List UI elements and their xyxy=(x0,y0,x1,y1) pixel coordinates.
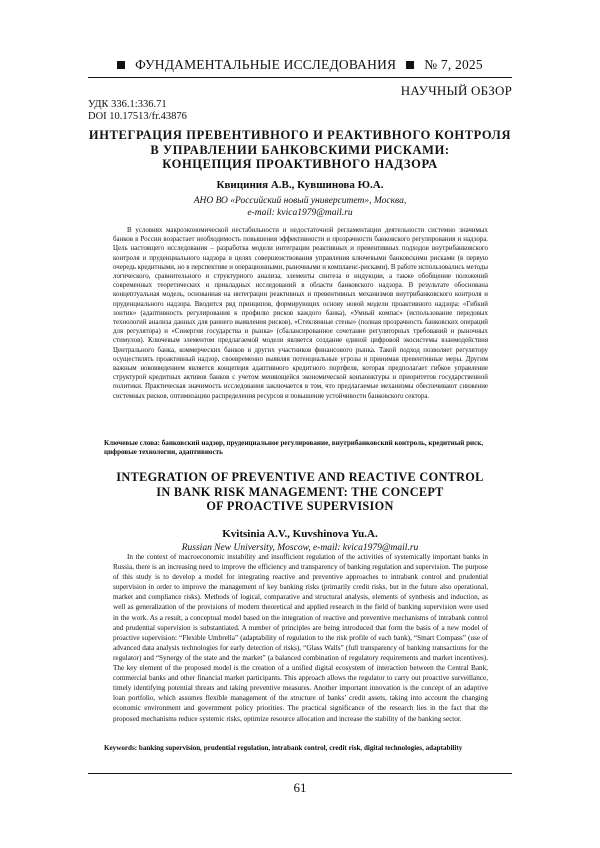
square-bullet-icon xyxy=(117,61,125,69)
affiliation-ru-line: АНО ВО «Российский новый университет», Москва, xyxy=(193,196,407,206)
title-en-line: INTEGRATION OF PREVENTIVE AND REACTIVE CONTROL xyxy=(116,470,484,484)
abstract-ru-text: В условиях макроэкономической нестабильности и недостаточной регламентации деятельности системно значимых банков в России возрастает необходимость повышения эффективности и прозрачности банковского регулирования и надзора. Цель настоящего исследования – разработка модели интеграции реактивных и превентивных подходов внутрибанковского контроля и пруденциального надзора в целях совершенствования управления ключевыми банковскими рисками (в первую очередь кредитными, но в перспективе и операционными, рыночными и комплаенс-рисками). В работе использовались методы логического, сравнительного и структурного анализа, элементы синтеза и индукции, а также обобщение положений современных теоретических и прикладных исследований в области банковского надзора. В результате обоснована концептуальная модель, основанная на интеграции реактивных и превентивных механизмов внутрибанковского контроля и пруденциального надзора. Вводится ряд принципов, формирующих основу новой модели проактивного надзора: «Гибкий зонтик» (адаптивность регулирования к профилю рисков каждого банка), «Умный компас» (использование передовых технологий анализа данных для раннего выявления рисков), «Стеклянные стены» (полная прозрачность банковских операций для регулятора) и «Синергия государства и рынка» (сбалансированное сочетание регуляторных требований и рыночных стимулов). Ключевым элементом предлагаемой модели является создание единой цифровой экосистемы взаимодействия Центрального банка, коммерческих банков и других участников финансового рынка. Такой подход позволяет регулятору осуществлять проактивный надзор, своевременно выявляя потенциальные угрозы и принимая превентивные меры. Другим важным нововведением является концепция адаптивного кредитного портфеля, которая предполагает гибкое управление структурой кредитных активов банков с учетом меняющейся экономической конъюнктуры и приоритетов государственной политики. Практическая значимость исследования заключается в том, что предлагаемые механизмы обеспечивают снижение системных рисков, оптимизацию распределения ресурсов и повышение устойчивости банковского сектора. xyxy=(113,227,488,400)
article-identifiers xyxy=(88,99,187,123)
keywords-ru xyxy=(104,439,496,457)
journal-name: ФУНДАМЕНТАЛЬНЫЕ ИССЛЕДОВАНИЯ xyxy=(135,57,397,72)
abstract-ru xyxy=(113,226,488,401)
page-number: 61 xyxy=(293,780,307,795)
running-header xyxy=(88,56,512,74)
footer-divider xyxy=(88,773,512,774)
keywords-ru-text: банковский надзор, пруденциальное регулирование, внутрибанковский контроль, кредитный риск, цифровые технологии, адаптивность xyxy=(104,439,484,457)
authors-ru: Квициния А.В., Кувшинова Ю.А. xyxy=(216,179,384,191)
abstract-en-text: In the context of macroeconomic instability and insufficient regulation of the activities of systemically important banks in Russia, there is an increasing need to improve the efficiency and transparency of banking regulation and supervision. The purpose of this study is to develop a model for integrating reactive and preventive approaches to intrabank control and prudential supervision in order to improve the management of key banking risks (primarily credit risks, but in the future also operational, market and compliance risks). Methods of logical, comparative and structural analysis, elements of synthesis and induction, as well as generalization of the provisions of modern theoretical and applied research in the field of banking supervision were used in the work. As a result, a conceptual model based on the integration of reactive and preventive mechanisms of intrabank control and prudential supervision is substantiated. A number of principles are being introduced that form the basis of a new model of proactive supervision: “Flexible Umbrella” (adaptability of regulation to the risk profile of each bank), “Smart Compass” (use of advanced data analysis technologies for early detection of risks), “Glass Walls” (full transparency of banking transactions for the regulator) and “Synergy of the state and the market” (a balanced combination of regulatory requirements and market incentives). The key element of the proposed model is the creation of a unified digital ecosystem of interaction between the Central Bank, commercial banks and other financial market participants. This approach allows the regulator to carry out proactive surveillance, timely identifying potential threats and taking preventive measures. Another important innovation is the concept of an adaptive loan portfolio, which assumes flexible management of the structure of banks’ credit assets, taking into account the changing economic environment and government policy priorities. The practical significance of the research lies in the fact that the proposed mechanisms reduce systemic risks, optimize resource allocation and increase the stability of the banking sector. xyxy=(113,553,488,723)
title-ru-line: КОНЦЕПЦИЯ ПРОАКТИВНОГО НАДЗОРА xyxy=(162,157,438,171)
issue-number: № 7, 2025 xyxy=(424,57,483,72)
doi-code[interactable]: DOI 10.17513/fr.43876 xyxy=(88,111,187,122)
title-en-line: OF PROACTIVE SUPERVISION xyxy=(206,499,394,513)
keywords-en xyxy=(104,744,496,753)
header-divider xyxy=(88,77,512,78)
keywords-en-text: banking supervision, prudential regulation, intrabank control, credit risk, digital technologies, adaptability xyxy=(138,744,463,752)
email-ru[interactable]: e-mail: kvica1979@mail.ru xyxy=(247,208,353,218)
title-en xyxy=(88,470,512,514)
affiliation-en-line: Russian New University, Moscow, e-mail: kvica1979@mail.ru xyxy=(181,543,419,553)
udk-code: УДК 336.1:336.71 xyxy=(88,99,167,110)
keywords-ru-label: Ключевые слова: xyxy=(104,439,162,447)
title-en-line: IN BANK RISK MANAGEMENT: THE CONCEPT xyxy=(156,484,444,499)
abstract-en xyxy=(113,552,488,724)
keywords-en-label: Keywords: xyxy=(104,744,139,752)
affiliation-ru xyxy=(88,195,512,219)
title-ru-line: В УПРАВЛЕНИИ БАНКОВСКИМИ РИСКАМИ: xyxy=(150,142,450,157)
title-ru-line: ИНТЕГРАЦИЯ ПРЕВЕНТИВНОГО И РЕАКТИВНОГО КОНТРОЛЯ xyxy=(88,128,512,142)
square-bullet-icon xyxy=(406,61,414,69)
authors-en: Kvitsinia A.V., Kuvshinova Yu.A. xyxy=(222,528,378,540)
section-label: НАУЧНЫЙ ОБЗОР xyxy=(400,83,512,98)
title-ru xyxy=(88,128,512,172)
